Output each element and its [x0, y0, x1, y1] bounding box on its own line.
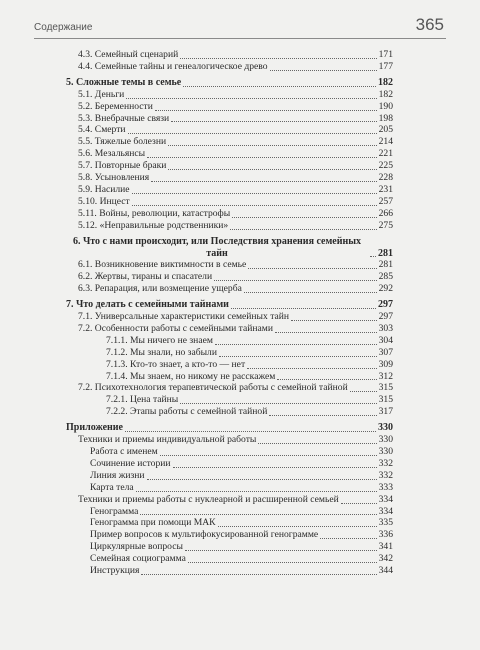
toc-entry	[66, 529, 393, 541]
toc-entry-page: 312	[378, 370, 393, 382]
dot-leader	[132, 192, 377, 194]
toc-entry	[66, 335, 393, 347]
toc-entry	[66, 172, 393, 184]
toc-entry-page: 177	[378, 60, 393, 72]
toc-entry	[66, 113, 393, 125]
dot-leader	[155, 109, 377, 111]
toc-entry-page: 182	[378, 88, 393, 100]
toc-entry-page: 266	[378, 207, 393, 219]
toc-entry	[66, 494, 393, 506]
toc-entry-page: 214	[378, 136, 393, 148]
toc-entry	[66, 61, 393, 73]
dot-leader	[168, 144, 376, 146]
toc-entry	[66, 49, 393, 61]
toc-entry-title: Работа с именем	[90, 446, 158, 457]
toc-entry	[66, 101, 393, 113]
toc-entry	[66, 434, 393, 446]
toc-entry-title: Техники и приемы работы с нуклеарной и расширенной семьей	[78, 493, 339, 505]
toc-entry	[66, 541, 393, 553]
toc-entry-page: 292	[378, 283, 393, 295]
toc-entry	[66, 517, 393, 529]
toc-entry-title: 5.4. Смерти	[78, 124, 126, 136]
toc-entry-title: 7.1.4. Мы знаем, но никому не расскажем	[106, 370, 276, 382]
toc-entry-page: 307	[378, 346, 393, 358]
toc-entry-title: Линия жизни	[90, 469, 145, 481]
toc-entry-page: 317	[378, 406, 393, 418]
toc-entry-page: 330	[378, 422, 393, 434]
toc-entry	[66, 89, 393, 101]
dot-leader	[231, 307, 376, 309]
toc-entry	[66, 446, 393, 458]
dot-leader	[230, 228, 376, 230]
toc-entry	[66, 553, 393, 565]
toc-entry-page: 334	[378, 505, 393, 517]
toc-entry-title: 6.2. Жертвы, тираны и спасатели	[78, 271, 213, 283]
toc-entry-title: 5.9. Насилие	[78, 183, 130, 195]
toc-entry-title: 5.10. Инцест	[78, 195, 130, 207]
toc-entry-title: 5.11. Войны, революции, катастрофы	[78, 207, 231, 219]
toc-entry-page: 182	[378, 76, 393, 88]
toc-entry-title: 7.1.2. Мы знали, но забыли	[106, 346, 217, 358]
toc-entry-title: Сочинение истории	[90, 457, 171, 469]
toc-entry-title: Инструкция	[90, 565, 140, 577]
dot-leader	[244, 291, 377, 293]
page-number: 365	[415, 15, 444, 34]
toc-chapter-entry	[66, 77, 393, 89]
dot-leader	[269, 414, 376, 416]
toc-entry-page: 315	[378, 382, 393, 394]
toc-entry-page: 281	[378, 259, 393, 271]
dot-leader	[275, 331, 377, 333]
toc-entry-page: 330	[378, 434, 393, 446]
dot-leader	[151, 180, 376, 182]
toc-entry-title: 7.2. Психотехнология терапевтической работы с семейной тайной	[78, 382, 348, 394]
toc-entry-title: 5.3. Внебрачные связи	[78, 112, 170, 124]
dot-leader	[160, 454, 377, 456]
dot-leader	[341, 502, 377, 504]
toc-entry-page: 297	[378, 311, 393, 323]
dot-leader	[140, 513, 376, 515]
toc-entry-page: 190	[378, 100, 393, 112]
toc-entry-title: 6. Что с нами происходит, или Последствия хранения семейных тайн	[72, 235, 362, 259]
dot-leader	[232, 216, 376, 218]
toc-entry-title: 5.12. «Неправильные родственники»	[78, 219, 229, 231]
toc-entry-page: 228	[378, 172, 393, 184]
toc-entry-title: Генограмма	[90, 505, 139, 517]
toc-entry	[66, 458, 393, 470]
dot-leader	[185, 549, 377, 551]
toc-entry	[66, 184, 393, 196]
toc-entry-title: 7.1.3. Кто-то знает, а кто-то — нет	[106, 358, 246, 370]
toc-entry-page: 341	[378, 541, 393, 553]
toc-entry-title: 7. Что делать с семейными тайнами	[66, 299, 229, 311]
toc-entry-page: 281	[378, 247, 393, 259]
toc-entry-page: 303	[378, 322, 393, 334]
dot-leader	[168, 168, 376, 170]
toc-entry	[66, 283, 393, 295]
toc-entry-title: 7.2. Особенности работы с семейными тайнами	[78, 322, 273, 334]
dot-leader	[188, 561, 377, 563]
toc-entry	[66, 506, 393, 518]
toc-entry-page: 309	[378, 358, 393, 370]
toc-entry-title: Циркулярные вопросы	[90, 541, 183, 553]
toc-entry-page: 231	[378, 183, 393, 195]
toc-entry-title: 7.1. Универсальные характеристики семейных тайн	[78, 311, 290, 323]
dot-leader	[183, 85, 376, 87]
toc-entry-page: 335	[378, 517, 393, 529]
dot-leader	[291, 319, 377, 321]
dot-leader	[277, 378, 376, 380]
toc-entry	[66, 220, 393, 232]
dot-leader	[125, 430, 376, 432]
toc-entry-page: 315	[378, 394, 393, 406]
toc-entry	[66, 347, 393, 359]
toc-entry-title: 5.1. Деньги	[78, 88, 125, 100]
toc-entry-title: Приложение	[66, 422, 123, 434]
toc-entry	[66, 406, 393, 418]
dot-leader	[215, 343, 377, 345]
toc-entry-title: 5.2. Беременности	[78, 100, 153, 112]
toc-entry-title: Генограмма при помощи МАК	[90, 517, 216, 529]
toc-entry-page: 205	[378, 124, 393, 136]
toc-entry-title: Семейная социограмма	[90, 553, 186, 565]
toc-entry-title: 7.1.1. Мы ничего не знаем	[106, 334, 213, 346]
toc-entry	[66, 160, 393, 172]
dot-leader	[132, 204, 377, 206]
toc-entry	[66, 482, 393, 494]
toc-entry-title: 7.2.1. Цена тайны	[106, 394, 179, 406]
toc-entry-title: 6.1. Возникновение виктимности в семье	[78, 259, 247, 271]
toc-entry-page: 304	[378, 334, 393, 346]
toc-entry	[66, 208, 393, 220]
toc-entry-page: 336	[378, 529, 393, 541]
toc-entry	[66, 196, 393, 208]
toc-entry-title: 5. Сложные темы в семье	[66, 76, 182, 88]
toc-entry-page: 344	[378, 565, 393, 577]
toc-entry	[66, 565, 393, 577]
toc-entry	[66, 136, 393, 148]
toc-entry-page: 297	[378, 299, 393, 311]
toc-entry-page: 221	[378, 148, 393, 160]
dot-leader	[180, 402, 376, 404]
dot-leader	[219, 355, 377, 357]
dot-leader	[126, 97, 376, 99]
toc-entry	[66, 382, 393, 394]
toc-entry-title: Карта тела	[90, 481, 134, 493]
dot-leader	[180, 57, 376, 59]
toc-entry-title: Пример вопросов к мультифокусированной генограмме	[90, 529, 319, 541]
toc-entry-title: 5.8. Усыновления	[78, 172, 150, 184]
toc-entry-title: 4.3. Семейный сценарий	[78, 49, 179, 60]
toc-entry-page: 198	[378, 112, 393, 124]
toc-entry-title: 5.5. Тяжелые болезни	[78, 136, 167, 148]
toc-entry-page: 332	[378, 457, 393, 469]
dot-leader	[214, 279, 377, 281]
toc-entry	[66, 470, 393, 482]
toc-entry-page: 332	[378, 469, 393, 481]
dot-leader	[258, 442, 376, 444]
dot-leader	[270, 69, 377, 71]
dot-leader	[171, 120, 376, 122]
dot-leader	[147, 478, 377, 480]
toc-entry-title: 5.7. Повторные браки	[78, 160, 167, 172]
toc-entry-page: 334	[378, 493, 393, 505]
toc-entry	[66, 124, 393, 136]
toc-entry-page: 342	[378, 553, 393, 565]
toc-entry-page: 257	[378, 195, 393, 207]
dot-leader	[147, 156, 376, 158]
dot-leader	[128, 132, 377, 134]
dot-leader	[173, 466, 377, 468]
toc-entry-page: 330	[378, 446, 393, 457]
toc-entry-page: 275	[378, 219, 393, 231]
dot-leader	[320, 537, 376, 539]
toc-entry	[66, 259, 393, 271]
toc-entry-title: 5.6. Мезальянсы	[78, 148, 146, 160]
toc-chapter-entry	[66, 422, 393, 434]
toc-entry-title: Техники и приемы индивидуальной работы	[78, 434, 257, 446]
toc-entry	[66, 359, 393, 371]
table-of-contents	[66, 49, 393, 577]
dot-leader	[370, 255, 376, 257]
toc-entry-title: 7.2.2. Этапы работы с семейной тайной	[106, 406, 268, 418]
toc-entry	[66, 311, 393, 323]
toc-entry	[66, 394, 393, 406]
dot-leader	[136, 490, 377, 492]
toc-entry-title: 4.4. Семейные тайны и генеалогическое древо	[78, 60, 268, 72]
toc-chapter-entry	[66, 236, 393, 260]
running-head-title: Содержание	[34, 22, 93, 33]
toc-entry	[66, 271, 393, 283]
toc-entry	[66, 323, 393, 335]
toc-entry-page: 285	[378, 271, 393, 283]
dot-leader	[248, 267, 376, 269]
dot-leader	[247, 367, 376, 369]
toc-entry-page: 171	[378, 49, 393, 60]
toc-chapter-entry	[66, 299, 393, 311]
running-head	[34, 14, 446, 39]
toc-entry-page: 225	[378, 160, 393, 172]
toc-entry	[66, 148, 393, 160]
toc-entry	[66, 371, 393, 383]
dot-leader	[218, 525, 377, 527]
toc-entry-page: 333	[378, 481, 393, 493]
dot-leader	[141, 573, 376, 575]
dot-leader	[350, 390, 377, 392]
toc-entry-title: 6.3. Репарация, или возмещение ущерба	[78, 283, 242, 295]
